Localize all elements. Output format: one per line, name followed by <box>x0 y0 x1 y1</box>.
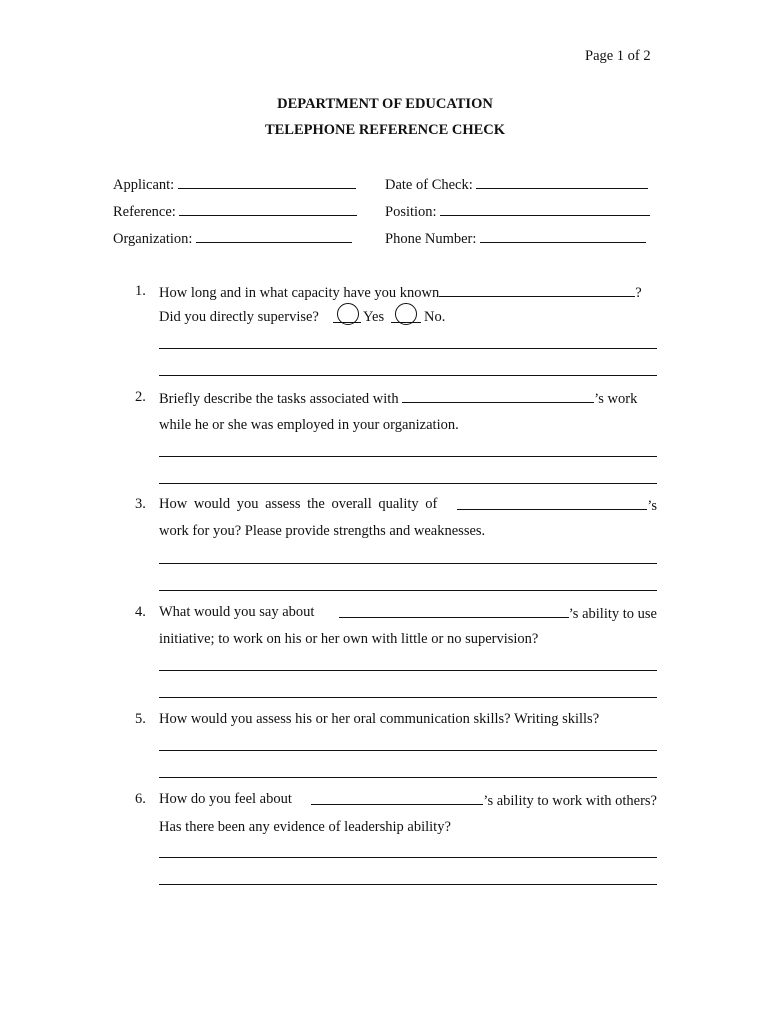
answer-line[interactable] <box>159 590 657 591</box>
phone-number-field <box>385 228 646 248</box>
answer-line[interactable] <box>159 670 657 671</box>
question-6-line-1 <box>159 790 657 810</box>
answer-line[interactable] <box>159 750 657 751</box>
no-label: No. <box>424 309 446 325</box>
question-3-suffix: ’s <box>647 498 657 514</box>
question-2-line-2: while he or she was employed in your organization. <box>159 417 459 433</box>
question-6-text: How do you feel about <box>159 791 292 807</box>
question-4-line-2: initiative; to work on his or her own with little or no supervision? <box>159 631 539 647</box>
answer-line[interactable] <box>159 777 657 778</box>
question-6-line-2: Has there been any evidence of leadership ability? <box>159 819 451 835</box>
phone-number-blank[interactable] <box>480 228 646 243</box>
applicant-field <box>113 174 356 194</box>
question-1-text: How long and in what capacity have you known <box>159 285 440 301</box>
question-2-blank[interactable] <box>402 388 594 403</box>
answer-line[interactable] <box>159 563 657 564</box>
question-4-blank[interactable] <box>339 603 569 618</box>
question-2-line-1 <box>159 388 637 408</box>
reference-blank[interactable] <box>179 201 357 216</box>
position-field <box>385 201 650 221</box>
reference-field <box>113 201 357 221</box>
question-4-suffix: ’s ability to use <box>568 606 657 622</box>
answer-line[interactable] <box>159 697 657 698</box>
question-4-text: What would you say about <box>159 604 315 620</box>
question-1-supervise-text: Did you directly supervise? <box>159 309 319 325</box>
answer-line[interactable] <box>159 375 657 376</box>
answer-line[interactable] <box>159 884 657 885</box>
page-title: TELEPHONE REFERENCE CHECK <box>264 122 506 138</box>
question-3-text: How would you assess the overall quality of <box>159 496 438 512</box>
question-3-line-2: work for you? Please provide strengths and weaknesses. <box>159 523 486 539</box>
department-heading: DEPARTMENT OF EDUCATION <box>277 96 493 112</box>
question-3-number: 3. <box>135 496 146 512</box>
date-of-check-label: Date of Check: <box>385 177 473 193</box>
organization-label: Organization: <box>113 231 193 247</box>
question-4-number: 4. <box>135 604 146 620</box>
yes-option-circle[interactable] <box>337 303 359 325</box>
question-6-suffix: ’s ability to work with others? <box>483 793 657 809</box>
answer-line[interactable] <box>159 348 657 349</box>
question-1-blank[interactable] <box>439 282 635 297</box>
question-2-text: Briefly describe the tasks associated with <box>159 391 399 407</box>
yes-label: Yes <box>363 309 385 325</box>
organization-field <box>113 228 352 248</box>
question-3-line-1 <box>159 495 657 515</box>
question-2-suffix: ’s work <box>594 391 638 407</box>
applicant-label: Applicant: <box>113 177 175 193</box>
date-of-check-blank[interactable] <box>476 174 648 189</box>
question-1-line-1 <box>159 282 642 302</box>
question-5-number: 5. <box>135 711 146 727</box>
answer-line[interactable] <box>159 857 657 858</box>
answer-line[interactable] <box>159 456 657 457</box>
page-number: Page 1 of 2 <box>585 48 651 64</box>
question-6-blank[interactable] <box>311 790 483 805</box>
no-option-circle[interactable] <box>395 303 417 325</box>
question-5-line-1: How would you assess his or her oral communication skills? Writing skills? <box>159 711 600 727</box>
position-label: Position: <box>385 204 437 220</box>
applicant-blank[interactable] <box>178 174 356 189</box>
reference-label: Reference: <box>113 204 176 220</box>
answer-line[interactable] <box>159 483 657 484</box>
question-4-line-1 <box>159 603 657 623</box>
position-blank[interactable] <box>440 201 650 216</box>
organization-blank[interactable] <box>196 228 352 243</box>
question-3-blank[interactable] <box>457 495 647 510</box>
question-1-number: 1. <box>135 283 146 299</box>
phone-number-label: Phone Number: <box>385 231 477 247</box>
question-1-suffix: ? <box>635 285 642 301</box>
question-6-number: 6. <box>135 791 146 807</box>
question-2-number: 2. <box>135 389 146 405</box>
date-of-check-field <box>385 174 648 194</box>
